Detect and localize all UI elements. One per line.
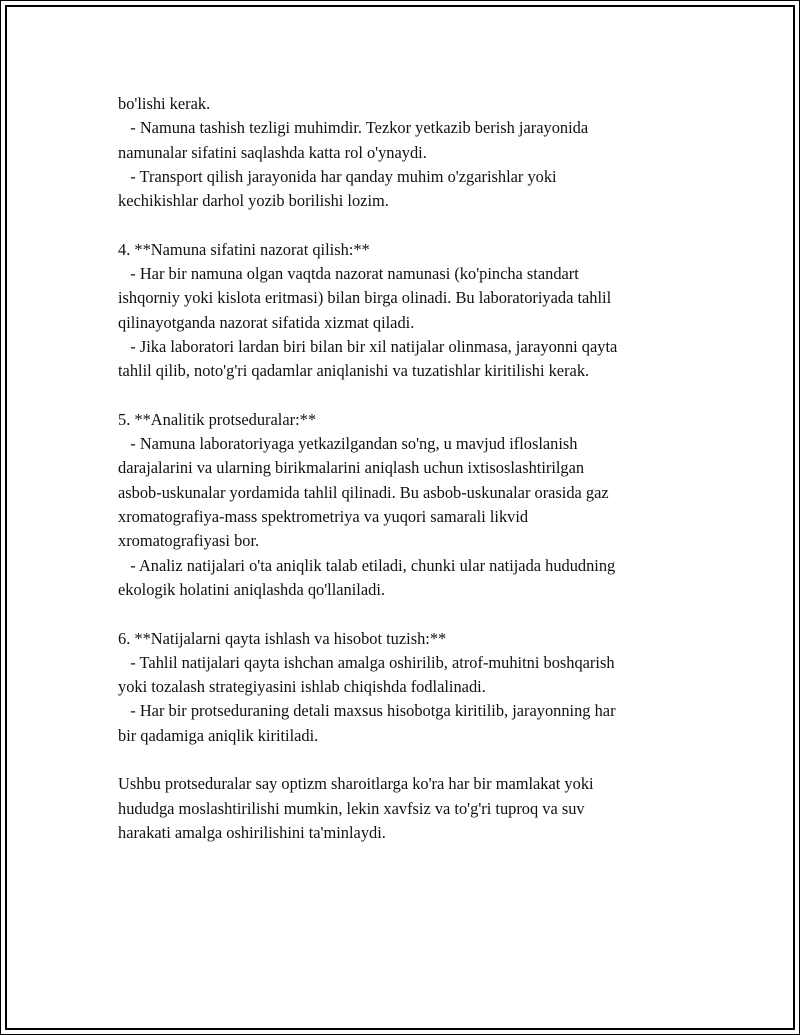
paragraph-gap [118, 213, 698, 237]
text-line: - Namuna laboratoriyaga yetkazilgandan so'ng, u mavjud ifloslanish [118, 434, 578, 454]
section-heading: 5. **Analitik protseduralar:** [118, 409, 317, 429]
section-quality-control [118, 238, 698, 384]
text-line: - Transport qilish jarayonida har qanday muhim o'zgarishlar yoki [118, 166, 557, 186]
text-line: - Har bir protseduraning detali maxsus hisobotga kiritilib, jarayonning har [118, 701, 616, 721]
text-line: - Analiz natijalari o'ta aniqlik talab etiladi, chunki ular natijada hududning [118, 555, 616, 575]
text-line: hududga moslashtirilishi mumkin, lekin xavfsiz va to'g'ri tuproq va suv [118, 798, 585, 818]
text-line: tahlil qilib, noto'g'ri qadamlar aniqlanishi va tuzatishlar kiritilishi kerak. [118, 361, 590, 381]
text-line: - Jika laboratori lardan biri bilan bir xil natijalar olinmasa, jarayonni qayta [118, 336, 618, 356]
text-line: namunalar sifatini saqlashda katta rol o'ynaydi. [118, 142, 427, 162]
text-line: asbob-uskunalar yordamida tahlil qilinadi. Bu asbob-uskunalar orasida gaz [118, 482, 609, 502]
section-analytic-procedures [118, 408, 698, 602]
text-line: xromatografiyasi bor. [118, 531, 260, 551]
text-line: kechikishlar darhol yozib borilishi lozim. [118, 191, 389, 211]
text-line: Ushbu protseduralar say optizm sharoitlarga ko'ra har bir mamlakat yoki [118, 774, 594, 794]
section-heading: 4. **Namuna sifatini nazorat qilish:** [118, 239, 370, 259]
text-line: - Namuna tashish tezligi muhimdir. Tezkor yetkazib berish jarayonida [118, 118, 589, 138]
text-line: - Tahlil natijalari qayta ishchan amalga oshirilib, atrof-muhitni boshqarish [118, 652, 615, 672]
text-line: - Har bir namuna olgan vaqtda nazorat namunasi (ko'pincha standart [118, 264, 579, 284]
paragraph-gap [118, 748, 698, 772]
paragraph-gap [118, 384, 698, 408]
text-line: harakati amalga oshirilishini ta'minlaydi. [118, 822, 386, 842]
section-heading: 6. **Natijalarni qayta ishlash va hisobot tuzish:** [118, 628, 447, 648]
text-line: bo'lishi kerak. [118, 94, 211, 113]
paragraph-gap [118, 602, 698, 626]
text-line: ekologik holatini aniqlashda qo'llaniladi. [118, 579, 385, 599]
paragraph-conclusion [118, 772, 698, 845]
text-line: ishqorniy yoki kislota eritmasi) bilan birga olinadi. Bu laboratoriyada tahlil [118, 288, 612, 308]
text-line: qilinayotganda nazorat sifatida xizmat qiladi. [118, 312, 415, 332]
document-body [118, 92, 698, 845]
text-line: bir qadamiga aniqlik kiritiladi. [118, 725, 319, 745]
text-line: yoki tozalash strategiyasini ishlab chiqishda fodlalinadi. [118, 677, 486, 697]
text-line: darajalarini va ularning birikmalarini aniqlash uchun ixtisoslashtirilgan [118, 458, 585, 478]
section-results-reporting [118, 627, 698, 748]
paragraph-transport [118, 92, 698, 213]
text-line: xromatografiya-mass spektrometriya va yuqori samarali likvid [118, 507, 529, 527]
